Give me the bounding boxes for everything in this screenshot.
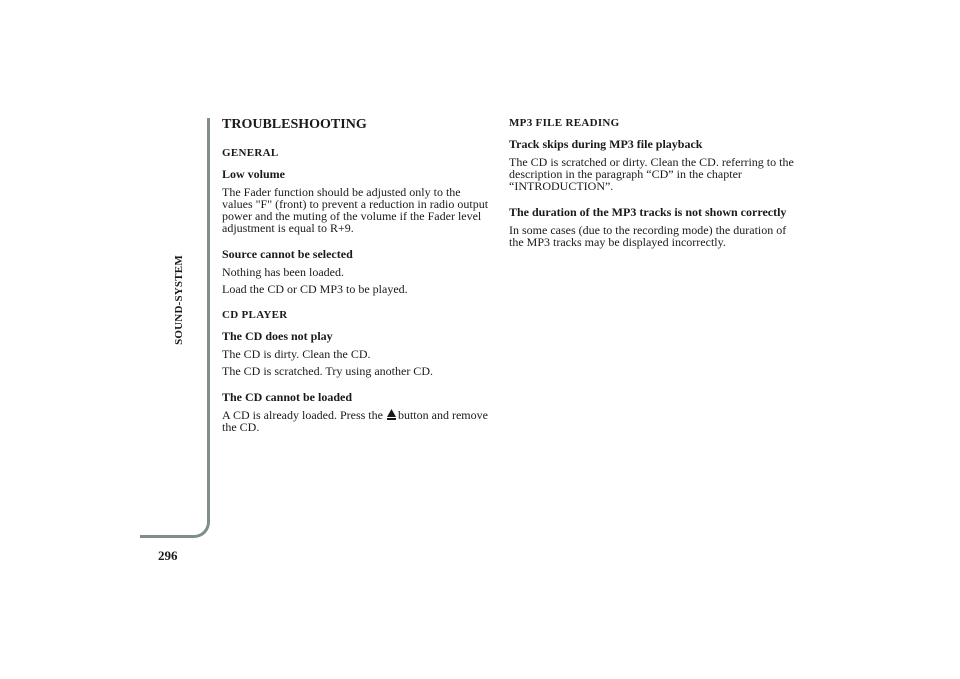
source-heading: Source cannot be selected [222,247,353,261]
skips-text: The CD is scratched or dirty. Clean the CD. referring to the description in the paragraph “CD” in the chapter “INTRODUCTION”. [509,155,794,193]
right-column [509,117,794,253]
cd-not-load-text [222,409,494,433]
general-heading: GENERAL [222,147,279,159]
low-volume-text: The Fader function should be adjusted only to the values "F" (front) to prevent a reduction in radio output power and the muting of the volume if the Fader level adjustment is equal to R+9. [222,185,489,235]
skips-heading: Track skips during MP3 file playback [509,137,703,151]
duration-heading: The duration of the MP3 tracks is not shown correctly [509,205,787,219]
cd-not-play-heading: The CD does not play [222,329,333,343]
page-title: TROUBLESHOOTING [222,117,367,132]
page-number: 296 [158,548,178,563]
section-label: SOUND-SYSTEM [173,255,185,345]
cd-not-play-text-1: The CD is dirty. Clean the CD. [222,347,371,361]
cd-not-load-text-a: A CD is already loaded. Press the [222,408,383,422]
cd-not-play-text-2: The CD is scratched. Try using another CD. [222,364,433,378]
cd-not-load-text-b: button and remove the CD. [222,408,488,434]
cd-not-load-heading: The CD cannot be loaded [222,390,353,404]
eject-icon [387,409,396,420]
cd-player-heading: CD PLAYER [222,309,288,321]
duration-text: In some cases (due to the recording mode) the duration of the MP3 tracks may be displayed incorrectly. [509,223,787,249]
low-volume-heading: Low volume [222,167,285,181]
source-text-1: Nothing has been loaded. [222,265,344,279]
mp3-heading: MP3 FILE READING [509,117,620,129]
left-column [222,117,494,438]
source-text-2: Load the CD or CD MP3 to be played. [222,282,408,296]
